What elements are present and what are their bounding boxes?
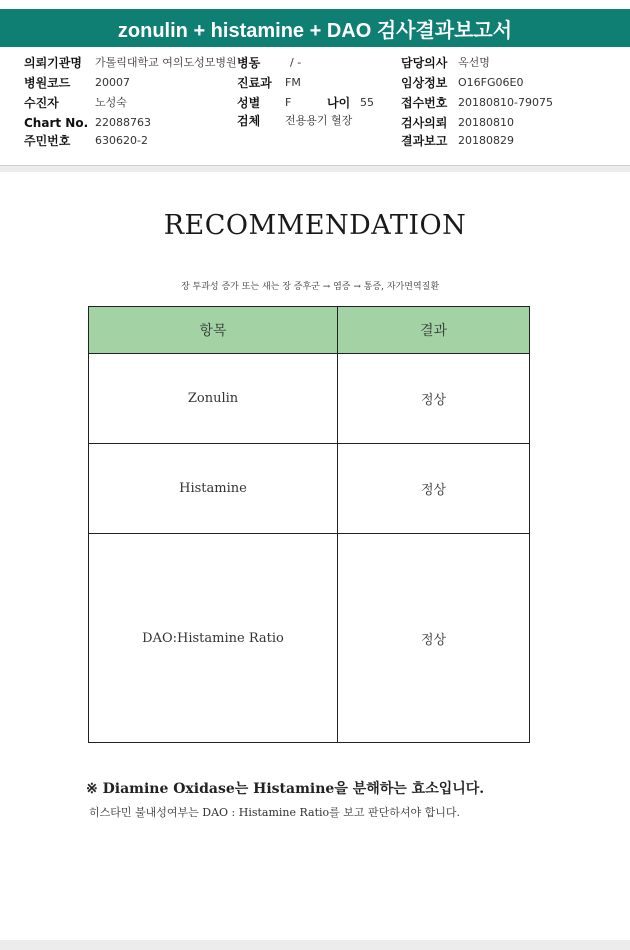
bottom-band (0, 940, 630, 950)
age-value: 55 (360, 96, 374, 109)
specimen-label: 검체 (237, 114, 261, 128)
table-row (89, 534, 530, 743)
institution-value: 가톨릭대학교 여의도성모병원 (95, 56, 237, 69)
patient-info-section (0, 47, 630, 165)
note-dao: ※ Diamine Oxidase는 Histamine을 분해하는 효소입니다. (86, 781, 485, 797)
id-no-value: 630620-2 (95, 134, 148, 147)
institution-label: 의뢰기관명 (24, 56, 82, 70)
row-item-zonulin: Zonulin (89, 354, 338, 444)
chart-no-label: Chart No. (24, 116, 89, 130)
table-header-row (89, 307, 530, 354)
row-result-dao-ratio: 정상 (338, 534, 530, 743)
specimen-value: 전용용기 혈장 (285, 114, 353, 127)
clinical-info-label: 임상정보 (401, 76, 448, 90)
ward-value: / - (290, 56, 302, 69)
report-title: zonulin + histamine + DAO 검사결과보고서 (0, 9, 630, 47)
doctor-value: 옥선명 (458, 56, 490, 69)
sex-value: F (285, 96, 292, 109)
header-item: 항목 (89, 307, 338, 354)
doctor-label: 담당의사 (401, 56, 448, 70)
sex-label: 성별 (237, 96, 261, 110)
ward-label: 병동 (237, 56, 261, 70)
table-row (89, 444, 530, 534)
request-date-label: 검사의뢰 (401, 116, 448, 130)
hospital-code-label: 병원코드 (24, 76, 71, 90)
id-no-label: 주민번호 (24, 134, 71, 148)
row-result-histamine: 정상 (338, 444, 530, 534)
report-date-value: 20180829 (458, 134, 514, 147)
hospital-code-value: 20007 (95, 76, 130, 89)
row-result-zonulin: 정상 (338, 354, 530, 444)
recommendation-title: RECOMMENDATION (163, 210, 467, 241)
request-date-value: 20180810 (458, 116, 514, 129)
receipt-no-label: 접수번호 (401, 96, 448, 110)
row-item-histamine: Histamine (89, 444, 338, 534)
clinical-info-value: O16FG06E0 (458, 76, 524, 89)
recipient-label: 수진자 (24, 96, 59, 110)
department-value: FM (285, 76, 301, 89)
report-date-label: 결과보고 (401, 134, 448, 148)
department-label: 진료과 (237, 76, 272, 90)
receipt-no-value: 20180810-79075 (458, 96, 553, 109)
row-item-dao-ratio: DAO:Histamine Ratio (89, 534, 338, 743)
age-label: 나이 (327, 96, 351, 110)
recipient-value: 노성숙 (95, 96, 127, 109)
note-histamine-intolerance: 히스타민 불내성여부는 DAO : Histamine Ratio를 보고 판단하셔야 합니다. (89, 806, 461, 819)
section-gap (0, 166, 630, 172)
chart-no-value: 22088763 (95, 116, 151, 129)
table-row (89, 354, 530, 444)
results-table (88, 306, 530, 743)
header-result: 결과 (338, 307, 530, 354)
recommendation-subtitle: 장 투과성 증가 또는 새는 장 증후군 → 염증 → 통증, 자가면역질환 (180, 282, 440, 292)
